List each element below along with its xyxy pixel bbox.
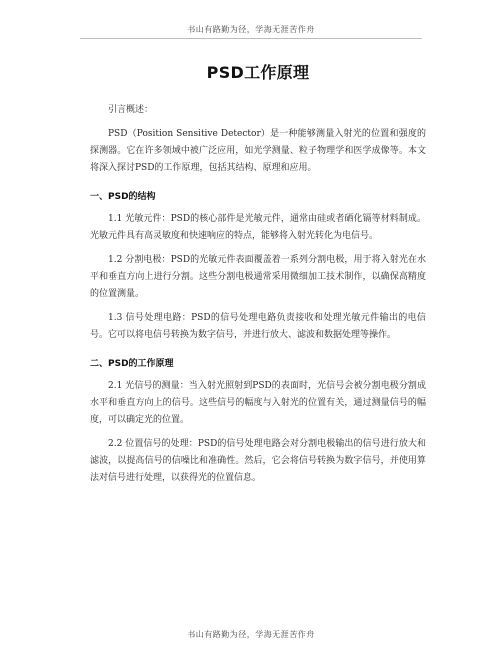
section-heading: 一、PSD的结构 <box>90 192 156 202</box>
section-paragraph: 1.1 光敏元件：PSD的核心部件是光敏元件，通常由硅或者硒化镉等材料制成。光敏元件具有高灵敏度和快速响应的特点，能够将入射光转化为电信号。 <box>90 214 426 241</box>
section-heading: 二、PSD的工作原理 <box>90 359 174 369</box>
section-paragraph: 1.3 信号处理电路：PSD的信号处理电路负责接收和处理光敏元件输出的电信号。它可以将电信号转换为数字信号，并进行放大、滤波和数据处理等操作。 <box>90 313 426 340</box>
header-divider <box>80 38 422 39</box>
section-paragraph: 1.2 分割电极：PSD的光敏元件表面覆盖着一系列分割电极，用于将入射光在水平和垂直方向上进行分割。这些分割电极通常采用微细加工技术制作，以确保高精度的位置测量。 <box>90 255 426 299</box>
footer-motto: 书山有路勤为径，学海无涯苦作舟 <box>187 630 315 639</box>
section-paragraph: 2.1 光信号的测量：当入射光照射到PSD的表面时，光信号会被分割电极分割成水平和垂直方向上的信号。这些信号的幅度与入射光的位置有关，通过测量信号的幅度，可以确定光的位置。 <box>90 381 426 425</box>
section-structure <box>90 189 426 344</box>
section-paragraph: 2.2 位置信号的处理：PSD的信号处理电路会对分割电极输出的信号进行放大和滤波，以提高信号的信噪比和准确性。然后，它会将信号转换为数字信号，并使用算法对信号进行处理，以获得光的位置信息。 <box>90 439 426 483</box>
document-body <box>90 62 426 487</box>
document-title: PSD工作原理 <box>206 63 310 82</box>
section-working-principle <box>90 356 426 487</box>
intro-label: 引言概述： <box>108 105 154 115</box>
header-motto: 书山有路勤为径，学海无涯苦作舟 <box>187 25 315 34</box>
intro-paragraph: PSD（Position Sensitive Detector）是一种能够测量入射光的位置和强度的探测器。它在许多领域中被广泛应用，如光学测量、粒子物理学和医学成像等。本文将深入探讨PSD的工作原理，包括其结构、原理和应用。 <box>90 129 426 173</box>
